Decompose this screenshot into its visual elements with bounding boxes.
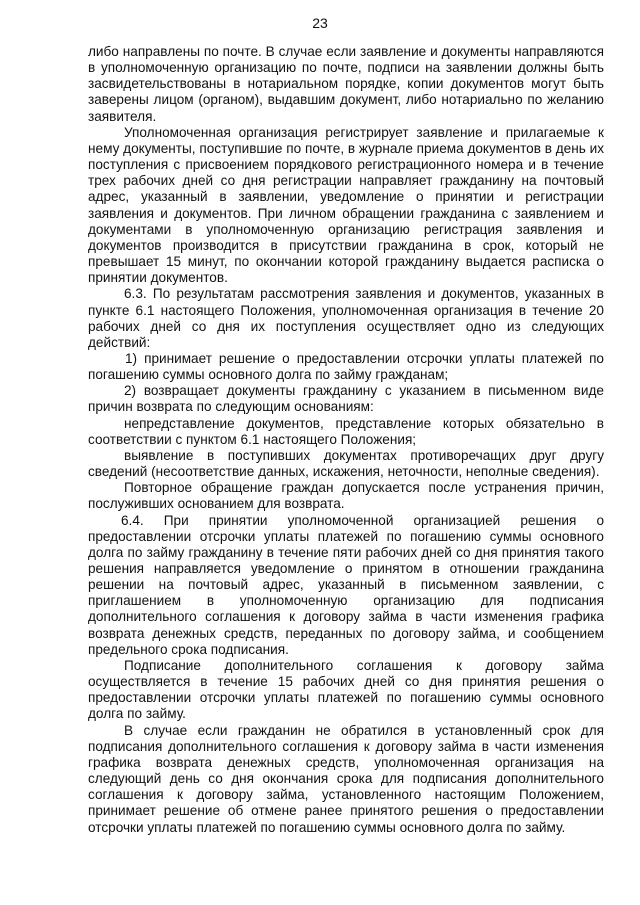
reason-missing-documents: непредставление документов, представление которых обязательно в соответствии с пунктом 6.1 настоящего Положения; [88, 415, 604, 447]
page-number: 23 [312, 15, 328, 31]
document-body [88, 44, 604, 836]
paragraph-6-4: 6.4. При принятии уполномоченной организацией решения о предоставлении отсрочки уплаты платежей по погашению суммы основного долга по займу гражданину в течение пяти рабочих дней со дня принятия такого решения направляется уведомление о принятом в отношении гражданина решении на почтовый адрес, указанный в письменном заявлении, с приглашением в уполномоченную организацию для подписания дополнительного соглашения к договору займа в части изменения графика возврата денежных средств, переданных по договору займа, и сообщением предельного срока подписания. [88, 512, 604, 657]
list-item-2: 2) возвращает документы гражданину с указанием в письменном виде причин возврата по следующим основаниям: [88, 383, 604, 415]
reason-contradictions: выявление в поступивших документах противоречащих друг другу сведений (несоответствие данных, искажения, неточности, неполные сведения). [88, 447, 604, 480]
paragraph-registration: Уполномоченная организация регистрирует заявление и прилагаемые к нему документы, поступившие по почте, в журнале приема документов в день их поступления с присвоением порядкового регистрационного номера и в течение трех рабочих дней со дня регистрации направляет гражданину на почтовый адрес, указанный в заявлении, уведомление о принятии и регистрации заявления и документов. При личном обращении гражданина с заявлением и документами в уполномоченную организацию регистрация заявления и документов производится в присутствии гражданина в срок, который не превышает 15 минут, по окончании которой гражданину выдается расписка о принятии документов. [88, 124, 604, 286]
paragraph-repeat-application: Повторное обращение граждан допускается после устранения причин, послуживших основанием для возврата. [88, 480, 604, 512]
paragraph-cancellation: В случае если гражданин не обратился в установленный срок для подписания дополнительного соглашения к договору займа в части изменения графика возврата денежных средств, уполномоченная организация на следующий день со дня окончания срока для подписания дополнительного соглашения к договору займа, установленного настоящим Положением, принимает решение об отмене ранее принятого решения о предоставлении отсрочки уплаты платежей по погашению суммы основного долга по займу. [88, 722, 604, 835]
paragraph-continuation: либо направлены по почте. В случае если заявление и документы направляются в уполномоченную организацию по почте, подписи на заявлении должны быть засвидетельствованы в нотариальном порядке, копии документов могут быть заверены лицом (органом), выдавшим документ, либо нотариально по желанию заявителя. [88, 44, 604, 124]
paragraph-6-3: 6.3. По результатам рассмотрения заявления и документов, указанных в пункте 6.1 настоящего Положения, уполномоченная организация в течение 20 рабочих дней со дня их поступления осуществляет одно из следующих действий: [88, 286, 604, 350]
list-item-1: 1) принимает решение о предоставлении отсрочки уплаты платежей по погашению суммы основного долга по займу гражданам; [88, 350, 604, 383]
paragraph-signing: Подписание дополнительного соглашения к договору займа осуществляется в течение 15 рабочих дней со дня принятия решения о предоставлении отсрочки уплаты платежей по погашению суммы основного долга по займу. [88, 657, 604, 722]
